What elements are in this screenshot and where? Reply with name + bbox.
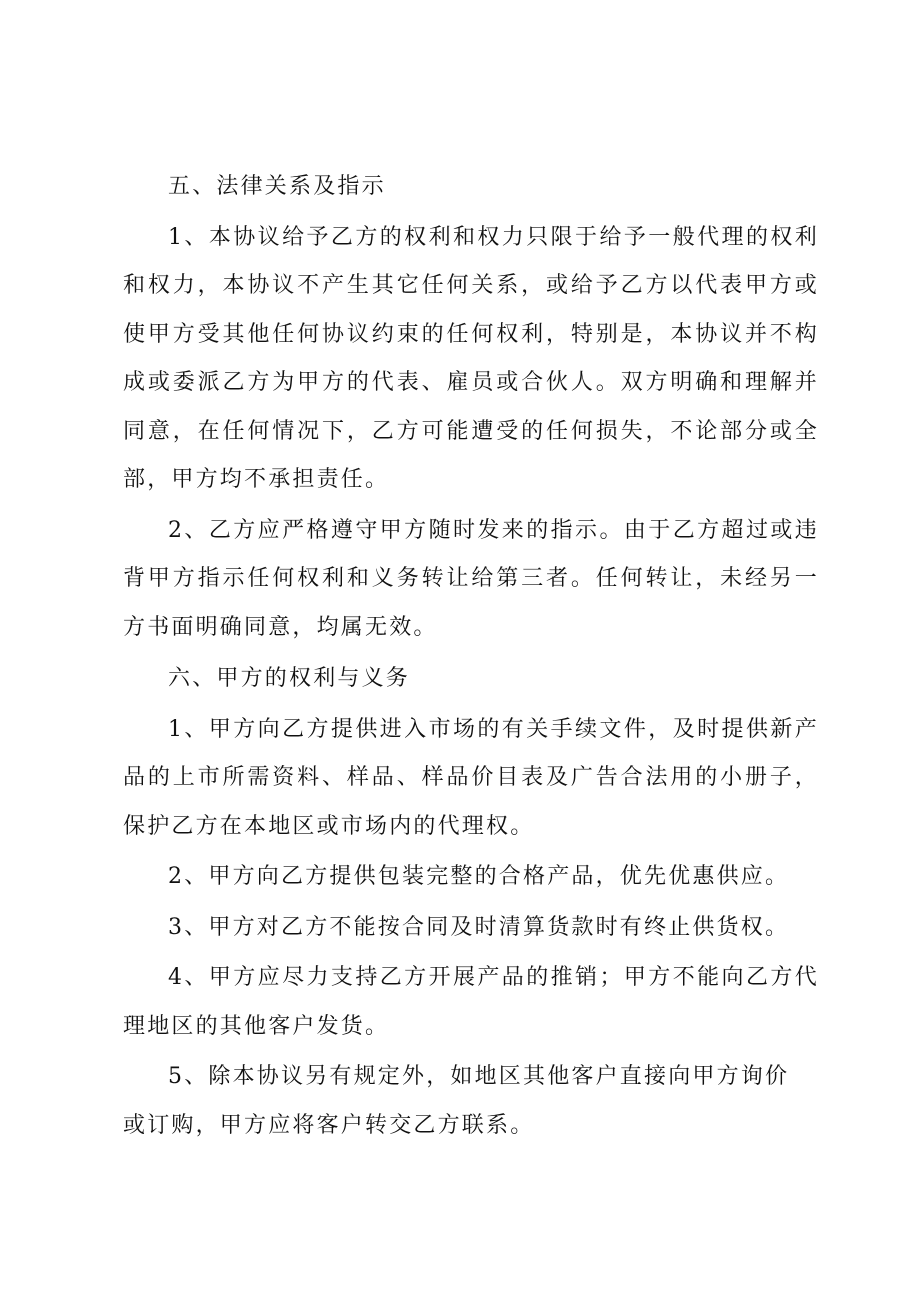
- paragraph-6-5-line-1: 5、除本协议另有规定外，如地区其他客户直接向甲方询价: [168, 1064, 790, 1089]
- paragraph-6-1: 1、甲方向乙方提供进入市场的有关手续文件，及时提供新产品的上市所需资料、样品、样品价目表及广告合法用的小册子，保护乙方在本地区或市场内的代理权。: [123, 716, 819, 839]
- paragraph-6-4: 4、甲方应尽力支持乙方开展产品的推销；甲方不能向乙方代理地区的其他客户发货。: [123, 965, 819, 1039]
- section-heading-legal-relations: 五、法律关系及指示: [168, 174, 386, 199]
- paragraph-6-5: [123, 1053, 819, 1150]
- paragraph-5-2: 2、乙方应严格遵守甲方随时发来的指示。由于乙方超过或违背甲方指示任何权利和义务转让给第三者。任何转让，未经另一方书面明确同意，均属无效。: [123, 517, 819, 640]
- paragraph-6-5-line-2: 或订购，甲方应将客户转交乙方联系。: [123, 1112, 535, 1138]
- paragraph-6-3: 3、甲方对乙方不能按合同及时清算货款时有终止供货权。: [168, 914, 790, 940]
- document-body: [123, 163, 819, 1150]
- paragraph-6-2: 2、甲方向乙方提供包装完整的合格产品，优先优惠供应。: [168, 864, 790, 889]
- paragraph-5-1: 1、本协议给予乙方的权利和权力只限于给予一般代理的权利和权力，本协议不产生其它任何关系，或给予乙方以代表甲方或使甲方受其他任何协议约束的任何权利，特别是，本协议并不构成或委派乙方为甲方的代表、雇员或合伙人。双方明确和理解并同意，在任何情况下，乙方可能遭受的任何损失，不论部分或全部，甲方均不承担责任。: [123, 224, 819, 492]
- section-heading-party-a-rights: 六、甲方的权利与义务: [168, 666, 411, 691]
